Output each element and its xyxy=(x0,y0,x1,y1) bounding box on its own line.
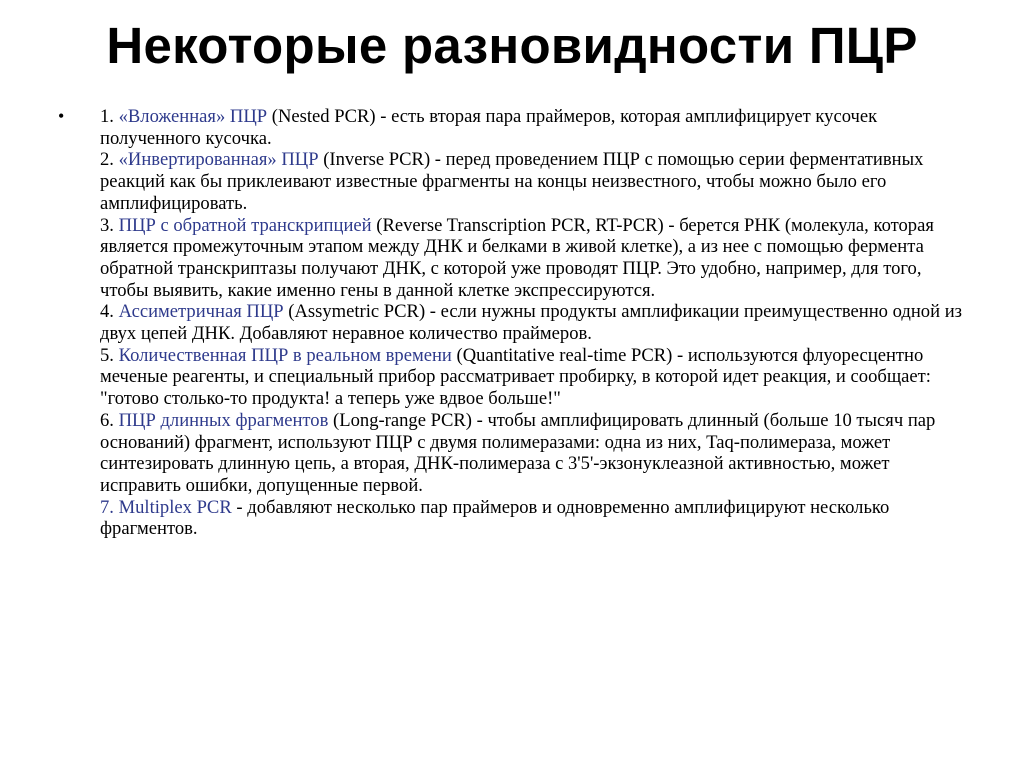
list-item-nested-pcr xyxy=(100,106,970,149)
item-description: - добавляют несколько пар праймеров и одновременно амплифицируют несколько фрагментов. xyxy=(100,496,890,540)
item-description: (Inverse PCR) - перед проведением ПЦР с помощью серии ферментативных реакций как бы приклеивают известные фрагменты на концы неизвестного, чтобы можно было его амплифицировать. xyxy=(100,149,924,214)
item-number: 3. xyxy=(100,214,114,236)
item-description: (Quantitative real-time PCR) - используются флуоресцентно меченые реагенты, и специальный прибор рассматривает пробирку, в которой идет реакция, и сообщает: "готово столько-то продукта! а теперь уже вдвое больше!" xyxy=(100,344,931,410)
item-number: 1. xyxy=(100,106,114,127)
link-nested-pcr[interactable]: «Вложенная» ПЦР xyxy=(118,106,268,127)
item-description: (Reverse Transcription PCR, RT-PCR) - берется РНК (молекула, которая является промежуточным этапом между ДНК и белками в живой клетке), а из нее с помощью фермента обратной транскриптазы получают ДНК, с которой уже проводят ПЦР. Это удобно, например, для того, чтобы выявить, какие именно гены в данной клетке экспрессируются. xyxy=(100,214,934,301)
list-item-rt-pcr xyxy=(100,215,970,302)
item-description: (Long-range PCR) - чтобы амплифицировать длинный (больше 10 тысяч пар оснований) фрагмент, используют ПЦР с двумя полимеразами: одна из них, Taq-полимераза, может синтезировать длинную цепь, а вторая, ДНК-полимераза с 3'5'-экзонуклеазной активностью, может исправить ошибки, допущенные первой. xyxy=(100,409,936,496)
link-qpcr[interactable]: Количественная ПЦР в реальном времени xyxy=(118,344,452,366)
list-item-inverse-pcr xyxy=(100,149,970,214)
item-number: 6. xyxy=(100,409,114,431)
item-description: (Nested PCR) - есть вторая пара праймеров, которая амплифицирует кусочек полученного кусочка. xyxy=(100,106,878,149)
list-item-long-range-pcr xyxy=(100,410,970,497)
item-number: 2. xyxy=(100,149,114,171)
item-description: (Assymetric PCR) - если нужны продукты амплификации преимущественно одной из двух цепей ДНК. Добавляют неравное количество праймеров. xyxy=(100,301,962,345)
link-rt-pcr[interactable]: ПЦР с обратной транскрипцией xyxy=(118,214,372,236)
pcr-types-list xyxy=(100,106,970,540)
link-asymmetric-pcr[interactable]: Ассиметричная ПЦР xyxy=(118,301,284,323)
item-number: 4. xyxy=(100,301,114,323)
list-item-multiplex-pcr xyxy=(100,497,970,540)
link-multiplex-pcr[interactable]: 7. Multiplex PCR xyxy=(100,496,232,518)
link-inverse-pcr[interactable]: «Инвертированная» ПЦР xyxy=(118,149,319,171)
item-number: 5. xyxy=(100,344,114,366)
link-long-range-pcr[interactable]: ПЦР длинных фрагментов xyxy=(118,409,329,431)
slide-title: Некоторые разновидности ПЦР xyxy=(106,17,918,74)
list-item-qpcr xyxy=(100,345,970,410)
list-item-asymmetric-pcr xyxy=(100,301,970,344)
bullet-marker: • xyxy=(58,106,65,126)
